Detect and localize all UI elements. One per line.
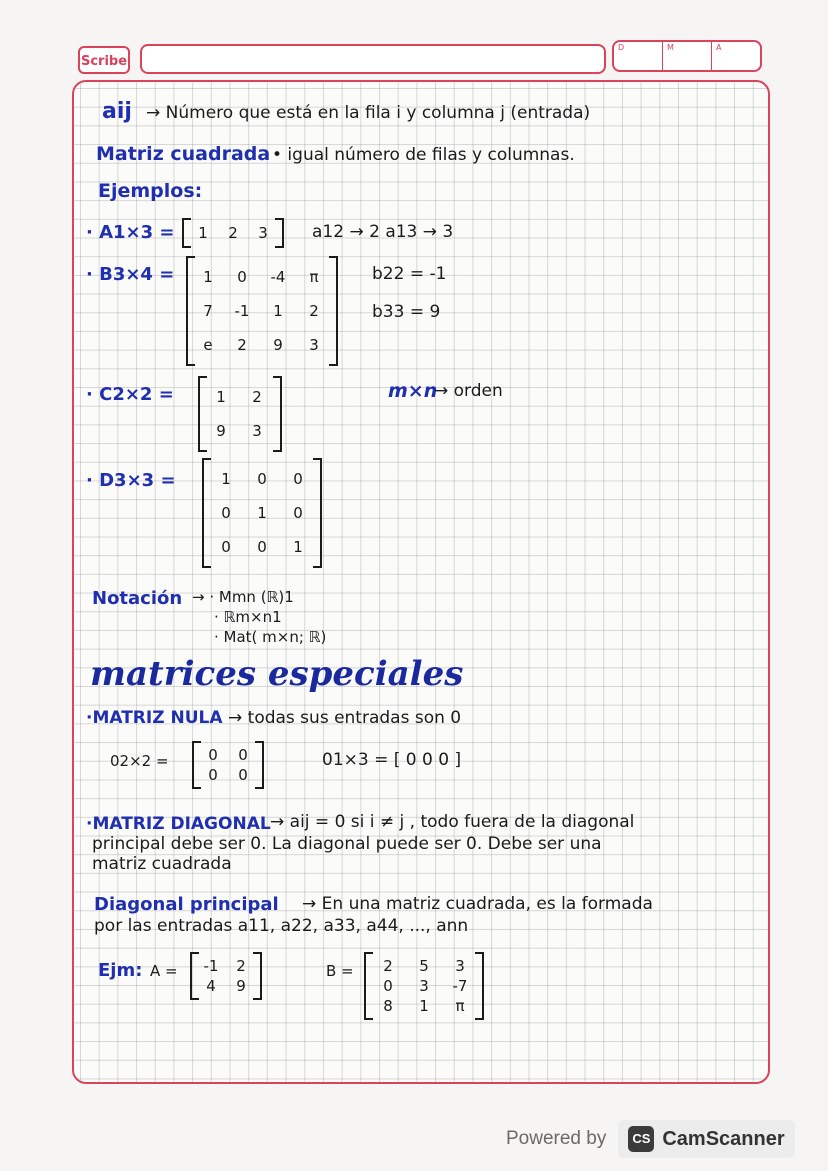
matrix-cell: 0 xyxy=(238,746,248,764)
matrix-cell: 9 xyxy=(236,977,246,995)
square-matrix-definition: • igual número de filas y columnas. xyxy=(272,145,575,165)
matrix-cell: 5 xyxy=(419,957,429,975)
matrix-b-note-1: b22 = -1 xyxy=(372,264,447,284)
example-b-label: B = xyxy=(326,962,354,980)
matrix-cell: 0 xyxy=(383,977,393,995)
matrix-cell: 1 xyxy=(221,470,231,488)
diagonal-matrix-definition-3: matriz cuadrada xyxy=(92,854,232,874)
matrix-cell: 2 xyxy=(309,302,319,320)
aij-heading: aij xyxy=(102,99,132,124)
matrix-cell: -7 xyxy=(452,977,468,995)
example-label: Ejm: xyxy=(98,960,143,981)
matrix-cell: 7 xyxy=(203,302,213,320)
matrix-cell: 3 xyxy=(309,336,319,354)
notation-heading: Notación xyxy=(92,588,183,609)
main-diagonal-heading: Diagonal principal xyxy=(94,894,279,915)
date-box-year: A xyxy=(716,43,722,52)
matrix-cell: 1 xyxy=(419,997,429,1015)
matrix-cell: -1 xyxy=(234,302,250,320)
date-box-month: M xyxy=(663,42,712,70)
matrix-d-label: · D3×3 = xyxy=(86,470,176,491)
matrix-cell: π xyxy=(455,997,465,1015)
notation-item-2: · ℝm×n1 xyxy=(214,608,282,626)
diagonal-matrix-definition-1: → aij = 0 si i ≠ j , todo fuera de la diagonal xyxy=(270,812,635,832)
matrix-cell: -4 xyxy=(270,268,286,286)
matrix-a-label: · A1×3 = xyxy=(86,222,175,243)
scribe-logo: Scribe xyxy=(78,46,130,74)
matrix-cell: 2 xyxy=(237,336,247,354)
null-matrix-1x3: 01×3 = [ 0 0 0 ] xyxy=(322,750,462,770)
matrix-b xyxy=(192,260,332,362)
matrix-a xyxy=(188,222,278,244)
matrix-cell: 1 xyxy=(273,302,283,320)
example-matrix-a xyxy=(196,956,256,996)
matrix-cell: 0 xyxy=(257,538,267,556)
matrix-cell: 1 xyxy=(293,538,303,556)
example-matrix-b xyxy=(370,956,478,1016)
matrix-cell: 0 xyxy=(257,470,267,488)
date-boxes xyxy=(612,40,762,72)
camscanner-icon: CS xyxy=(628,1126,654,1152)
matrix-cell: 2 xyxy=(228,224,238,242)
matrix-cell: 3 xyxy=(258,224,268,242)
notation-item-1: → · Mmn (ℝ)1 xyxy=(192,588,294,606)
matrix-cell: 0 xyxy=(237,268,247,286)
main-diagonal-definition-2: por las entradas a11, a22, a33, a44, ..., ann xyxy=(94,916,469,936)
null-matrix-definition: → todas sus entradas son 0 xyxy=(228,708,462,728)
order-notation: m×n xyxy=(388,380,438,402)
matrix-cell: 2 xyxy=(252,388,262,406)
matrix-cell: 2 xyxy=(383,957,393,975)
matrix-cell: 0 xyxy=(238,766,248,784)
notation-item-3: · Mat( m×n; ℝ) xyxy=(214,628,327,646)
matrix-cell: 3 xyxy=(455,957,465,975)
matrix-b-note-2: b33 = 9 xyxy=(372,302,441,322)
null-matrix-2x2 xyxy=(198,745,258,785)
null-matrix-heading: ·MATRIZ NULA xyxy=(86,708,223,728)
diagonal-matrix-definition-2: principal debe ser 0. La diagonal puede ser 0. Debe ser una xyxy=(92,834,602,854)
matrix-cell: 0 xyxy=(293,470,303,488)
matrix-c-label: · C2×2 = xyxy=(86,384,174,405)
matrix-cell: 0 xyxy=(221,538,231,556)
matrix-cell: 3 xyxy=(252,422,262,440)
camscanner-brand: CamScanner xyxy=(662,1127,785,1150)
aij-definition: → Número que está en la fila i y columna j (entrada) xyxy=(146,103,591,123)
matrix-cell: e xyxy=(203,336,213,354)
camscanner-badge xyxy=(618,1120,794,1158)
matrix-cell: -1 xyxy=(203,957,219,975)
matrix-cell: 1 xyxy=(257,504,267,522)
example-a-label: A = xyxy=(150,962,178,980)
order-definition: → orden xyxy=(434,381,503,401)
null-matrix-example-label: 02×2 = xyxy=(110,752,169,770)
matrix-cell: 1 xyxy=(203,268,213,286)
matrix-cell: 8 xyxy=(383,997,393,1015)
matrix-cell: 1 xyxy=(198,224,208,242)
powered-by-text: Powered by xyxy=(506,1128,607,1149)
matrix-cell: 2 xyxy=(236,957,246,975)
matrix-a-note: a12 → 2 a13 → 3 xyxy=(312,222,454,242)
header-title-box xyxy=(140,44,606,74)
matrix-cell: 3 xyxy=(419,977,429,995)
matrix-cell: 9 xyxy=(273,336,283,354)
matrix-cell: 0 xyxy=(221,504,231,522)
diagonal-matrix-heading: ·MATRIZ DIAGONAL xyxy=(86,814,271,834)
matrix-cell: π xyxy=(309,268,319,286)
matrix-cell: 0 xyxy=(293,504,303,522)
examples-heading: Ejemplos: xyxy=(98,180,203,202)
matrix-d xyxy=(208,462,316,564)
main-diagonal-definition-1: → En una matriz cuadrada, es la formada xyxy=(302,894,653,914)
matrix-b-label: · B3×4 = xyxy=(86,264,175,285)
matrix-cell: 4 xyxy=(206,977,216,995)
camscanner-watermark xyxy=(506,1120,795,1158)
matrix-cell: 9 xyxy=(216,422,226,440)
special-matrices-title: matrices especiales xyxy=(90,654,464,694)
matrix-c xyxy=(204,380,276,448)
matrix-cell: 1 xyxy=(216,388,226,406)
matrix-cell: 0 xyxy=(208,746,218,764)
date-box-day: D xyxy=(614,42,663,70)
matrix-cell: 0 xyxy=(208,766,218,784)
square-matrix-heading: Matriz cuadrada xyxy=(96,143,271,165)
